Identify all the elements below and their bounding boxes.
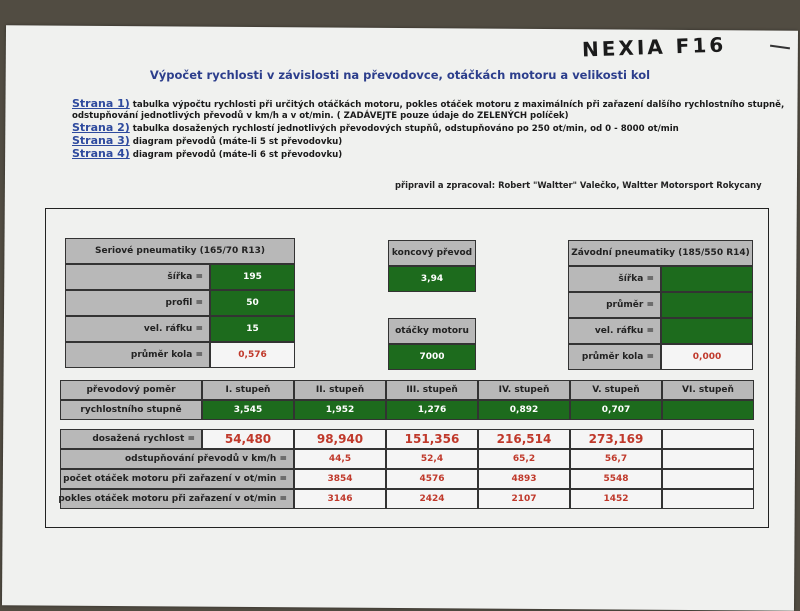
rpm-shift-value: 5548 xyxy=(570,469,662,489)
rpm-shift-value xyxy=(662,469,754,489)
rpm-shift-value: 4576 xyxy=(386,469,478,489)
race-tires-header: Závodní pneumatiky (185/550 R14) xyxy=(568,240,753,266)
gear-header: II. stupeň xyxy=(294,380,386,400)
speed-value: 216,514 xyxy=(478,429,570,449)
serial-rim-label: vel. ráfku = xyxy=(65,316,210,342)
speed-value: 151,356 xyxy=(386,429,478,449)
gear-ratio-input[interactable]: 0,892 xyxy=(478,400,570,420)
final-drive-header: koncový převod xyxy=(388,240,476,266)
intro-s3-text: diagram převodů (máte-li 5 st převodovku) xyxy=(129,137,343,147)
serial-profile-input[interactable]: 50 xyxy=(210,290,295,316)
speed-value xyxy=(662,429,754,449)
spacing-value: 44,5 xyxy=(294,449,386,469)
race-rim-input[interactable] xyxy=(661,318,753,344)
link-strana-1[interactable]: Strana 1) xyxy=(72,97,130,110)
race-width-label: šířka = xyxy=(568,266,661,292)
race-diameter-label: průměr = xyxy=(568,292,661,318)
gear-ratio-input[interactable]: 1,952 xyxy=(294,400,386,420)
serial-width-input[interactable]: 195 xyxy=(210,264,295,290)
serial-rim-input[interactable]: 15 xyxy=(210,316,295,342)
serial-diameter-label: průměr kola = xyxy=(65,342,210,368)
page-title: Výpočet rychlosti v závislosti na převodovce, otáčkách motoru a velikosti kol xyxy=(149,68,651,82)
race-width-input[interactable] xyxy=(661,266,753,292)
rpm-shift-label: počet otáček motoru při zařazení v ot/min = xyxy=(60,469,294,489)
rpm-drop-value: 1452 xyxy=(570,489,662,509)
gear-ratio-input[interactable] xyxy=(662,400,754,420)
serial-tires-header: Seriové pneumatiky (165/70 R13) xyxy=(65,238,295,264)
serial-diameter-value: 0,576 xyxy=(210,342,295,368)
gear-ratio-label-2: rychlostního stupně xyxy=(60,400,202,420)
intro-s4-text: diagram převodů (máte-li 6 st převodovku) xyxy=(129,150,343,160)
speed-label: dosažená rychlost = xyxy=(60,429,202,449)
final-drive-input[interactable]: 3,94 xyxy=(388,266,476,292)
credit-line: připravil a zpracoval: Robert "Waltter" Valečko, Waltter Motorsport Rokycany xyxy=(395,180,762,190)
serial-width-label: šířka = xyxy=(65,264,210,290)
gear-ratio-label-1: převodový poměr xyxy=(60,380,202,400)
intro-s1-text: tabulka výpočtu rychlosti při určitých otáčkách motoru, pokles otáček motoru z maximálních při zařazení dalšího rychlostního stupně, xyxy=(129,100,785,110)
intro-section xyxy=(72,98,784,161)
link-strana-2[interactable]: Strana 2) xyxy=(72,121,130,134)
speed-value: 98,940 xyxy=(294,429,386,449)
gear-header: III. stupeň xyxy=(386,380,478,400)
intro-s2-text: tabulka dosažených rychlostí jednotlivých převodových stupňů, odstupňováno po 250 ot/min, od 0 - 8000 ot/min xyxy=(129,124,679,134)
engine-rpm-input[interactable]: 7000 xyxy=(388,344,476,370)
rpm-shift-value: 3854 xyxy=(294,469,386,489)
race-diameter-input[interactable] xyxy=(661,292,753,318)
race-wheel-diameter-label: průměr kola = xyxy=(568,344,661,370)
spacing-value: 52,4 xyxy=(386,449,478,469)
race-wheel-diameter-value: 0,000 xyxy=(661,344,753,370)
speed-value: 273,169 xyxy=(570,429,662,449)
spacing-value: 56,7 xyxy=(570,449,662,469)
gear-header: V. stupeň xyxy=(570,380,662,400)
handwritten-label: NEXIA F16 xyxy=(581,32,727,62)
spacing-label: odstupňování převodů v km/h = xyxy=(60,449,294,469)
race-rim-label: vel. ráfku = xyxy=(568,318,661,344)
engine-rpm-header: otáčky motoru xyxy=(388,318,476,344)
gear-ratio-input[interactable]: 1,276 xyxy=(386,400,478,420)
gear-ratio-input[interactable]: 3,545 xyxy=(202,400,294,420)
link-strana-3[interactable]: Strana 3) xyxy=(72,134,130,147)
rpm-drop-label: pokles otáček motoru při zařazení v ot/min = xyxy=(60,489,294,509)
gear-header: I. stupeň xyxy=(202,380,294,400)
spacing-value xyxy=(662,449,754,469)
rpm-shift-value: 4893 xyxy=(478,469,570,489)
spacing-value: 65,2 xyxy=(478,449,570,469)
gear-header: IV. stupeň xyxy=(478,380,570,400)
speed-value: 54,480 xyxy=(202,429,294,449)
intro-s1-text2: odstupňování jednotlivých převodů v km/h a v ot/min. ( ZADÁVEJTE pouze údaje do ZELENÝCH políček) xyxy=(72,111,569,121)
gear-ratio-input[interactable]: 0,707 xyxy=(570,400,662,420)
rpm-drop-value: 3146 xyxy=(294,489,386,509)
rpm-drop-value: 2424 xyxy=(386,489,478,509)
rpm-drop-value xyxy=(662,489,754,509)
rpm-drop-value: 2107 xyxy=(478,489,570,509)
link-strana-4[interactable]: Strana 4) xyxy=(72,147,130,160)
gear-header: VI. stupeň xyxy=(662,380,754,400)
serial-profile-label: profil = xyxy=(65,290,210,316)
